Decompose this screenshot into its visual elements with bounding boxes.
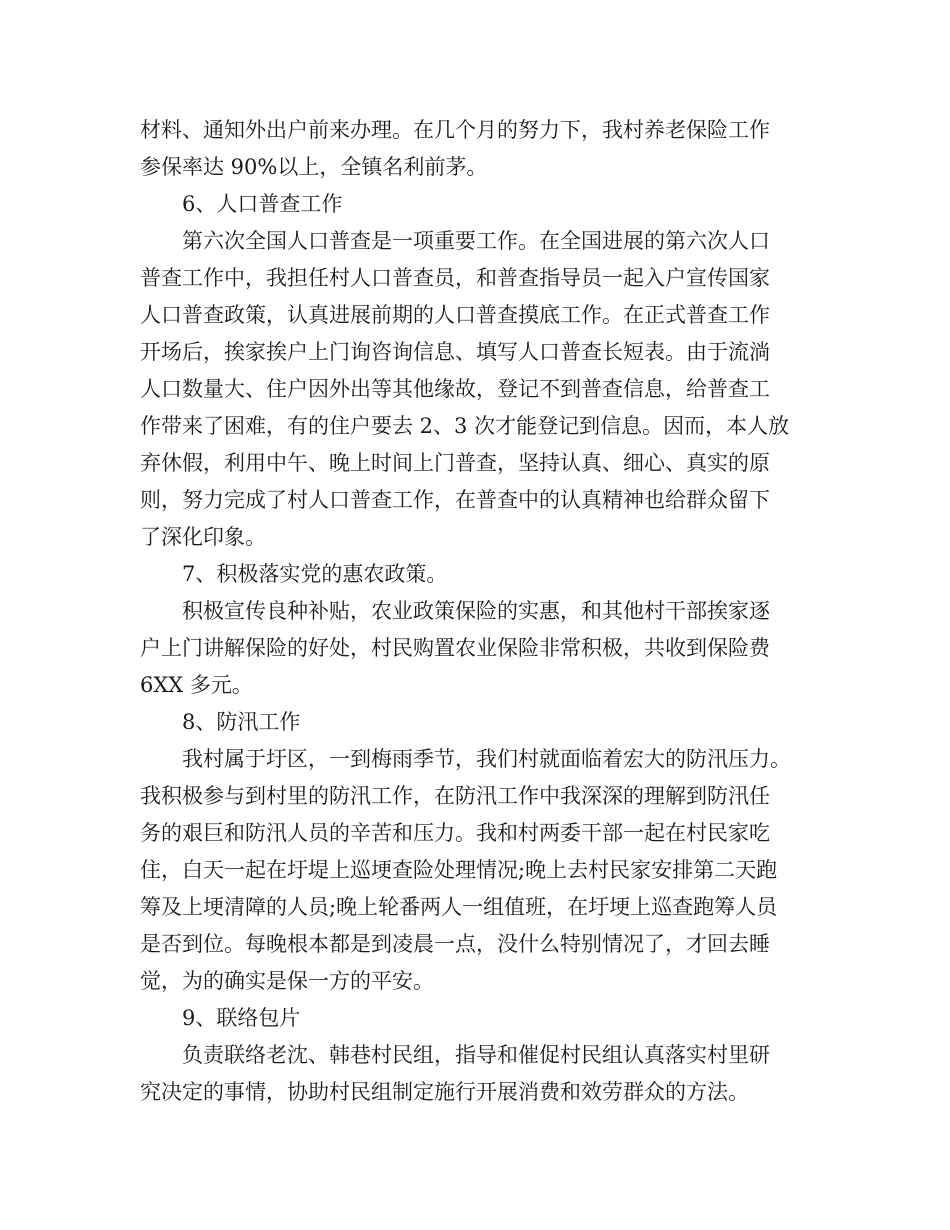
text-line: 户上门讲解保险的好处，村民购置农业保险非常积极，共收到保险费: [140, 636, 770, 660]
text-line: 了深化印象。: [140, 525, 266, 549]
text-line: 觉，为的确实是保一方的平安。: [140, 969, 434, 993]
section-heading: 6、人口普查工作: [182, 192, 343, 216]
text-line: 6XX 多元。: [140, 673, 253, 697]
text-line: 则，努力完成了村人口普查工作，在普查中的认真精神也给群众留下: [140, 488, 770, 512]
text-line: 弃休假，利用中午、晚上时间上门普查，坚持认真、细心、真实的原: [140, 451, 770, 475]
text-line: 人口数量大、住户因外出等其他缘故，登记不到普查信息，给普查工: [140, 377, 770, 401]
text-line: 是否到位。每晚根本都是到凌晨一点，没什么特别情况了，才回去睡: [140, 932, 770, 956]
text-line: 参保率达 90%以上，全镇名利前茅。: [140, 155, 488, 179]
section-heading: 9、联络包片: [182, 1006, 301, 1030]
text-line: 我村属于圩区，一到梅雨季节，我们村就面临着宏大的防汛压力。: [182, 747, 791, 771]
text-line: 积极宣传良种补贴，农业政策保险的实惠，和其他村干部挨家逐: [182, 599, 770, 623]
text-line: 人口普查政策，认真进展前期的人口普查摸底工作。在正式普查工作: [140, 303, 770, 327]
text-line: 第六次全国人口普查是一项重要工作。在全国进展的第六次人口: [182, 229, 770, 253]
text-line: 筹及上埂清障的人员;晚上轮番两人一组值班，在圩埂上巡查跑筹人员: [140, 895, 778, 919]
text-line: 开场后，挨家挨户上门询咨询信息、填写人口普查长短表。由于流淌: [140, 340, 770, 364]
text-line: 我积极参与到村里的防汛工作，在防汛工作中我深深的理解到防汛任: [140, 784, 770, 808]
text-line: 普查工作中，我担任村人口普查员，和普查指导员一起入户宣传国家: [140, 266, 770, 290]
text-line: 务的艰巨和防汛人员的辛苦和压力。我和村两委干部一起在村民家吃: [140, 821, 770, 845]
section-heading: 7、积极落实党的惠农政策。: [182, 562, 448, 586]
text-line: 负责联络老沈、韩巷村民组，指导和催促村民组认真落实村里研: [182, 1043, 770, 1067]
text-line: 住，白天一起在圩堤上巡埂查险处理情况;晚上去村民家安排第二天跑: [140, 858, 778, 882]
text-line: 材料、通知外出户前来办理。在几个月的努力下，我村养老保险工作: [140, 118, 770, 142]
text-line: 究决定的事情，协助村民组制定施行开展消费和效劳群众的方法。: [140, 1080, 749, 1104]
text-line: 作带来了困难，有的住户要去 2、3 次才能登记到信息。因而，本人放: [140, 414, 790, 438]
section-heading: 8、防汛工作: [182, 710, 301, 734]
